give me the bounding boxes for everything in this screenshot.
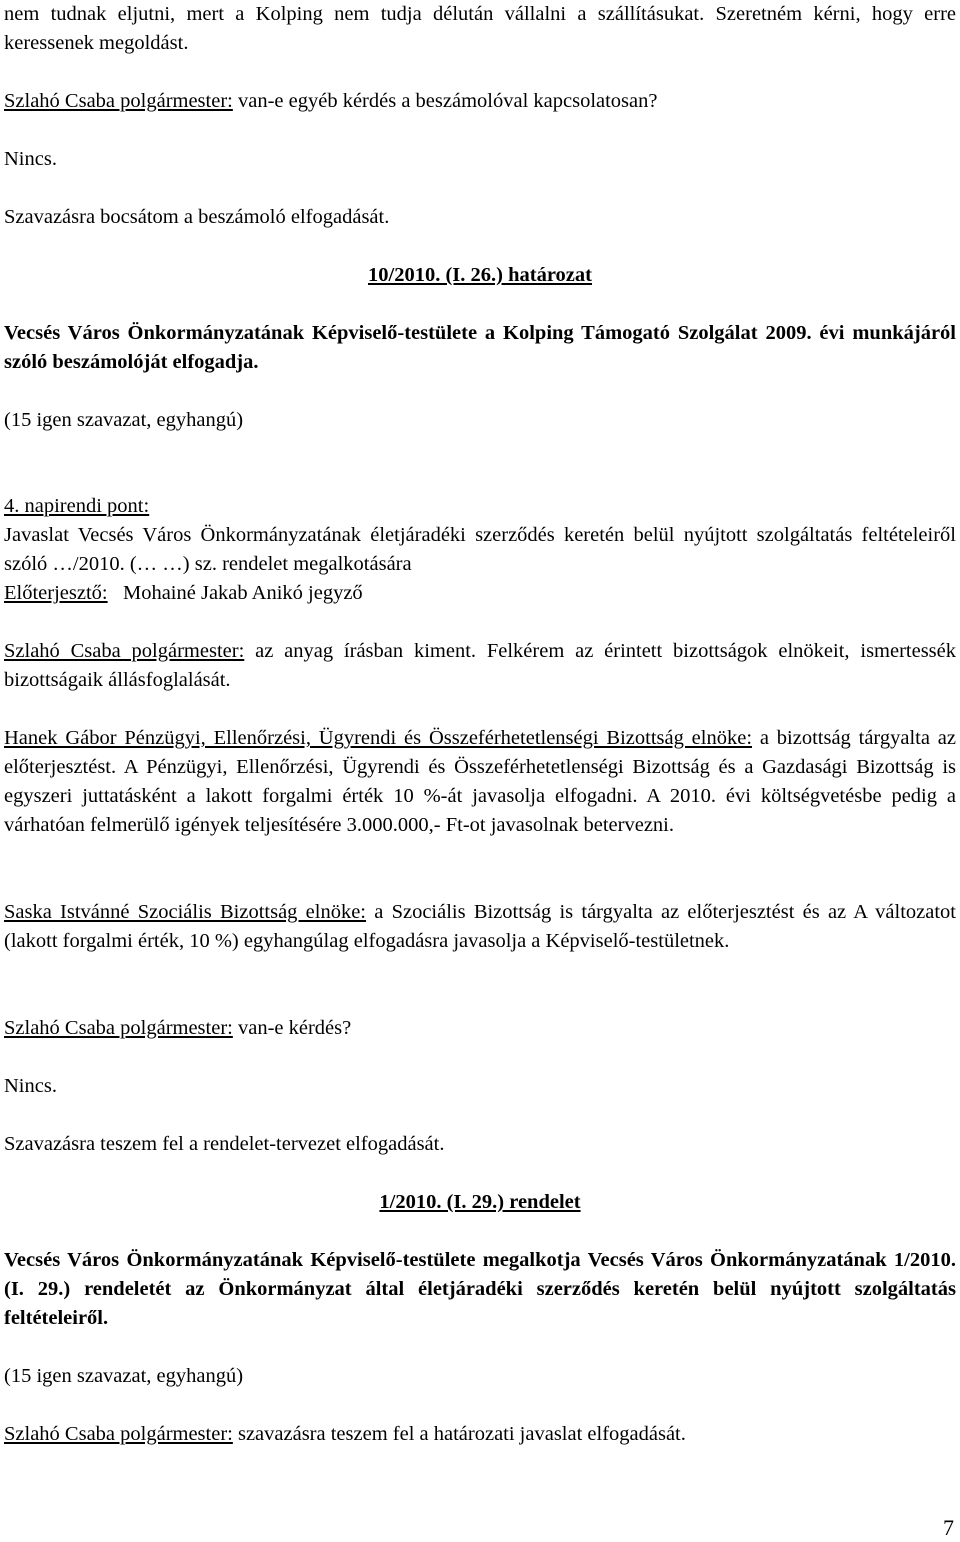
decree-title: 1/2010. (I. 29.) rendelet <box>379 1191 581 1213</box>
presenter-label: Előterjesztő: <box>4 582 108 604</box>
social-committee-text: a Szociális Bizottság is tárgyalta az előterjesztést és az A változatot (lakott forgalmi érték, 10 %) egyhangúlag elfogadásra javasolja a Képviselő-testületnek. <box>4 901 956 952</box>
mayor-statement-text: az anyag írásban kiment. Felkérem az érintett bizottságok elnökeit, ismertessék bizottságaik állásfoglalását. <box>4 640 957 691</box>
final-mayor-line <box>4 1420 956 1449</box>
final-mayor-text: szavazásra teszem fel a határozati javaslat elfogadását. <box>237 1423 686 1445</box>
mayor-statement <box>4 637 956 695</box>
agenda-item-heading: 4. napirendi pont: <box>4 495 150 517</box>
speaker-mayor: Szlahó Csaba polgármester: <box>4 640 245 662</box>
decree-vote: (15 igen szavazat, egyhangú) <box>4 1365 244 1387</box>
speaker-mayor: Szlahó Csaba polgármester: <box>4 1017 233 1039</box>
question-text: van-e kérdés? <box>237 1017 352 1039</box>
answer-none-1: Nincs. <box>4 148 57 170</box>
speaker-saska: Saska Istvánné Szociális Bizottság elnöke: <box>4 901 366 923</box>
decree-text: Vecsés Város Önkormányzatának Képviselő-testülete megalkotja Vecsés Város Önkormányzatának 1/2010. (I. 29.) rendeletét az Önkormányzat által életjáradéki szerződés keretén belül nyújtott szolgáltatás feltételeiről. <box>4 1249 956 1329</box>
finance-committee-report <box>4 724 956 840</box>
resolution-title: 10/2010. (I. 26.) határozat <box>368 264 592 286</box>
resolution-vote: (15 igen szavazat, egyhangú) <box>4 409 244 431</box>
speaker-hanek: Hanek Gábor Pénzügyi, Ellenőrzési, Ügyrendi és Összeférhetetlenségi Bizottság elnöke: <box>4 727 753 749</box>
resolution-text: Vecsés Város Önkormányzatának Képviselő-testülete a Kolping Támogató Szolgálat 2009. évi munkájáról szóló beszámolóját elfogadja. <box>4 322 956 373</box>
question-line-2 <box>4 1014 956 1043</box>
answer-none-2: Nincs. <box>4 1075 57 1097</box>
question-text: van-e egyéb kérdés a beszámolóval kapcsolatosan? <box>237 90 658 112</box>
speaker-mayor: Szlahó Csaba polgármester: <box>4 1423 233 1445</box>
question-line-1 <box>4 87 956 116</box>
finance-committee-text: a bizottság tárgyalta az előterjesztést. A Pénzügyi, Ellenőrzési, Ügyrendi és Összeférhetetlenségi Bizottság és a Gazdasági Bizottság is egyszeri juttatásként a lakott forgalmi érték 10 %-át javasolja elfogadni. A 2010. évi költségvetésbe pedig a várhatóan felmerülő igények teljesítésére 3.000.000,- Ft-ot javasolnak betervezni. <box>4 727 956 836</box>
vote-call-1: Szavazásra bocsátom a beszámoló elfogadását. <box>4 206 390 228</box>
presenter-name: Mohainé Jakab Anikó jegyző <box>122 582 363 604</box>
agenda-item-text: Javaslat Vecsés Város Önkormányzatának életjáradéki szerződés keretén belül nyújtott szolgáltatás feltételeiről szóló …/2010. (… …) sz. rendelet megalkotására <box>4 524 956 575</box>
paragraph-intro: nem tudnak eljutni, mert a Kolping nem tudja délután vállalni a szállításukat. Szeretném kérni, hogy erre keressenek megoldást. <box>4 3 956 54</box>
presenter-line <box>4 579 956 608</box>
page-number: 7 <box>943 1515 954 1540</box>
social-committee-report <box>4 898 956 956</box>
speaker-mayor: Szlahó Csaba polgármester: <box>4 90 233 112</box>
vote-call-2: Szavazásra teszem fel a rendelet-tervezet elfogadását. <box>4 1133 445 1155</box>
